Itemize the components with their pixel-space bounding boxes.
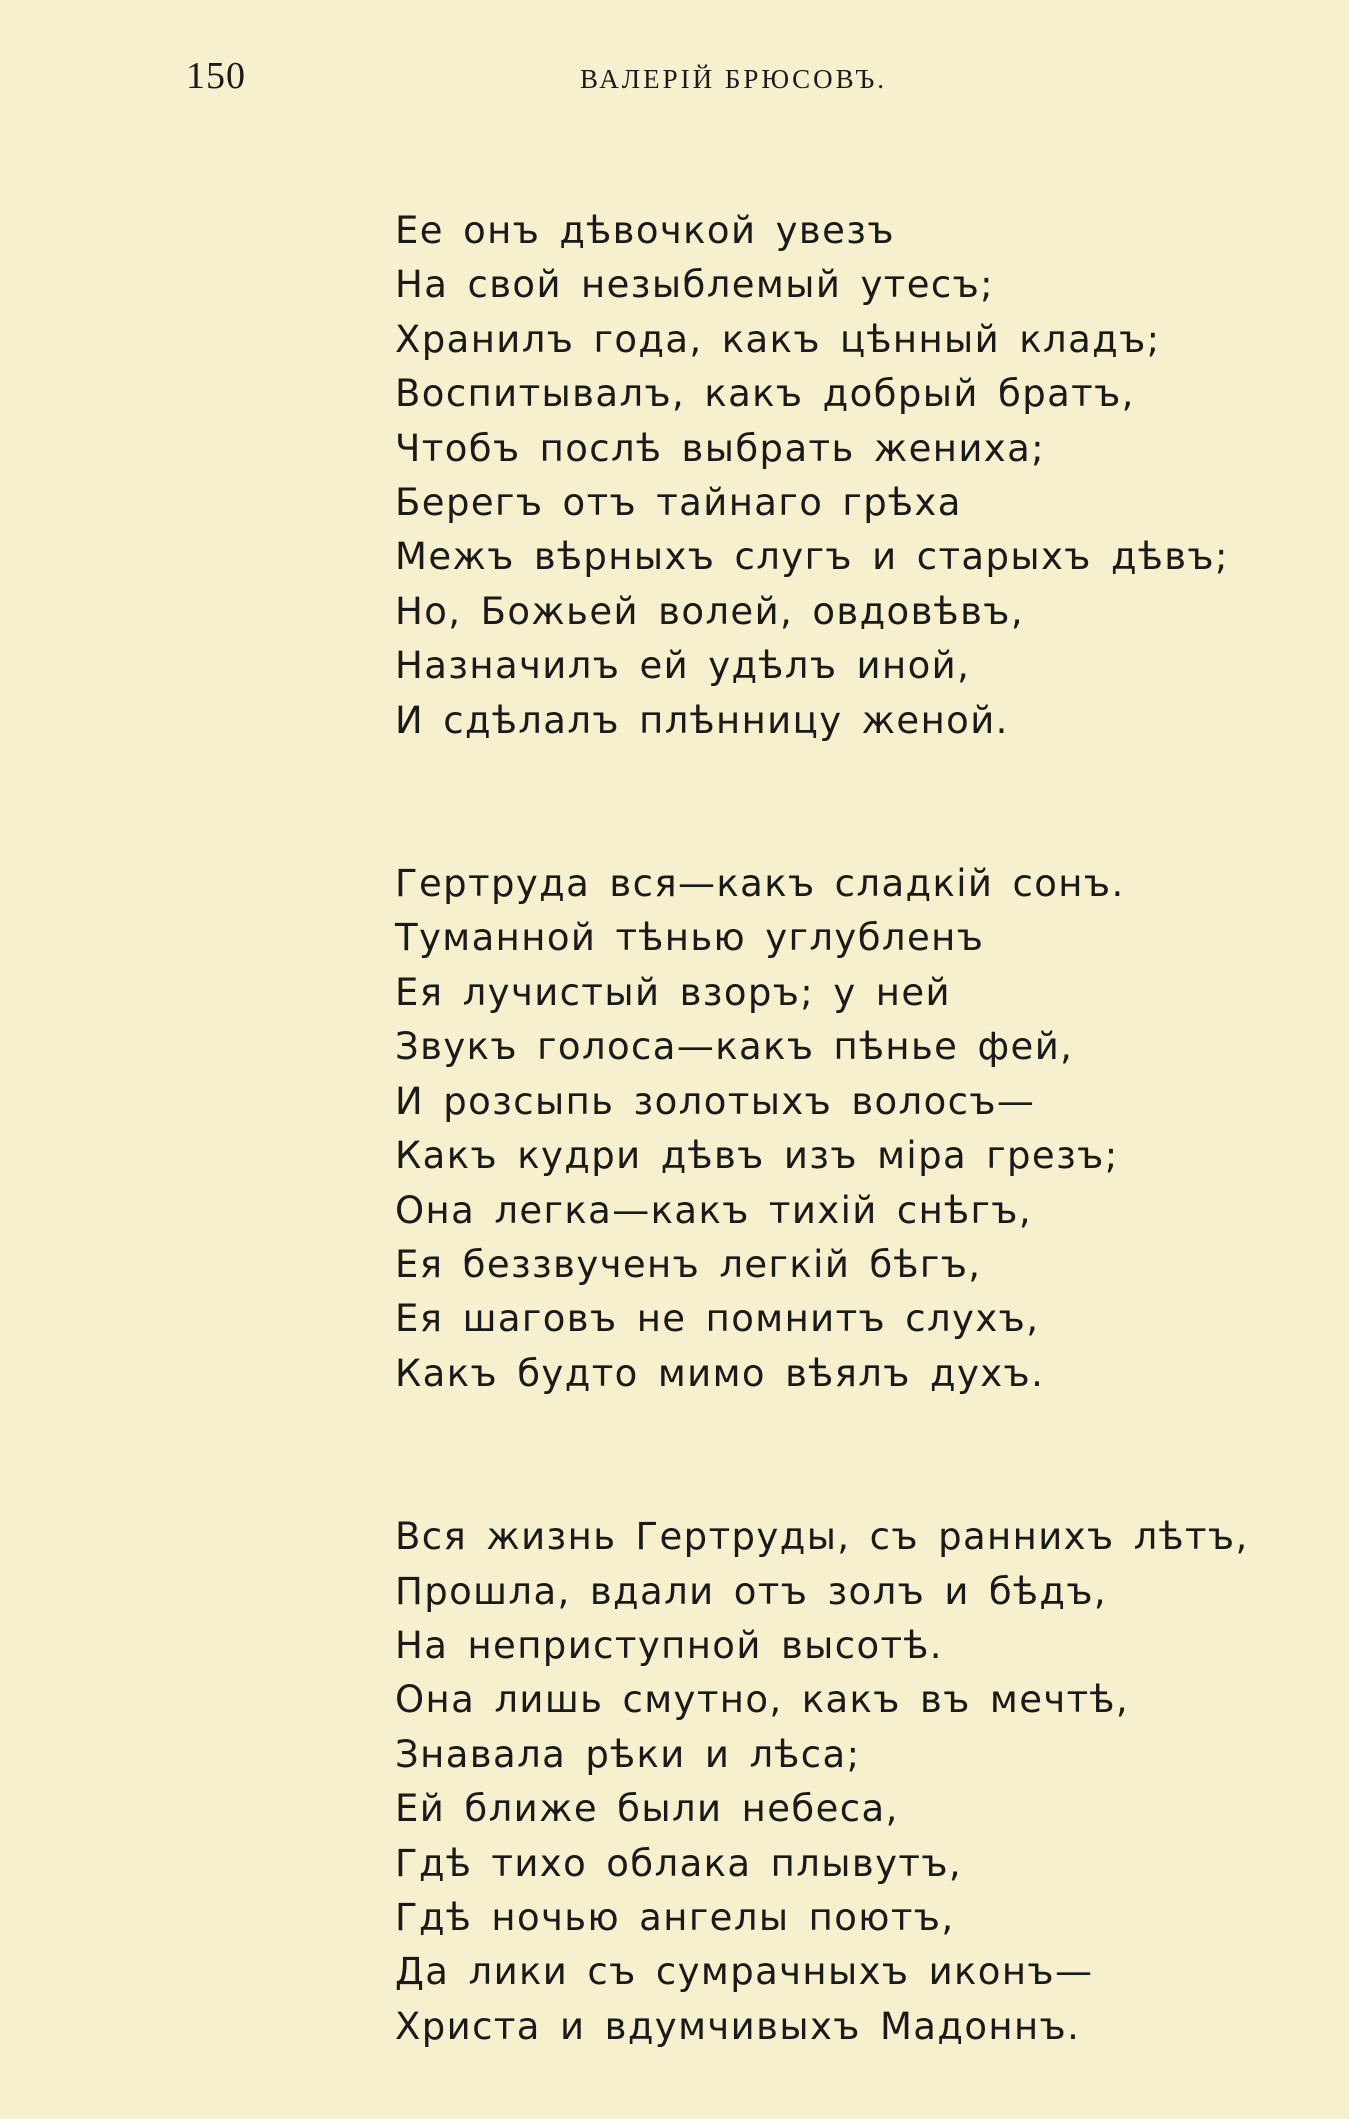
verse-line: Ея шаговъ не помнитъ слухъ, xyxy=(395,1297,1040,1341)
verse-line: Но, Божьей волей, овдовѣвъ, xyxy=(395,589,1024,633)
verse-line: Гертруда вся—какъ сладкій сонъ. xyxy=(395,862,1125,906)
verse-line: Знавала рѣки и лѣса; xyxy=(395,1732,861,1776)
verse-line: Ее онъ дѣвочкой увезъ xyxy=(395,209,895,252)
verse-line: Она лишь смутно, какъ въ мечтѣ, xyxy=(395,1678,1130,1722)
verse-line: Ея лучистый взоръ; у ней xyxy=(395,970,951,1014)
verse-line: Звукъ голоса—какъ пѣнье фей, xyxy=(395,1025,1074,1069)
stanza-3 xyxy=(395,1510,1275,2054)
verse-line: И розсыпь золотыхъ волосъ— xyxy=(395,1079,1036,1123)
page-number: 150 xyxy=(186,55,246,97)
verse-line: Какъ кудри дѣвъ изъ міра грезъ; xyxy=(395,1134,1119,1178)
verse-line: На свой незыблемый утесъ; xyxy=(395,263,995,307)
verse-line: Чтобъ послѣ выбрать жениха; xyxy=(395,426,1046,470)
verse-line: Назначилъ ей удѣлъ иной, xyxy=(395,644,971,688)
verse-line: Христа и вдумчивыхъ Мадоннъ. xyxy=(395,2004,1081,2048)
verse-line: Хранилъ года, какъ цѣнный кладъ; xyxy=(395,317,1161,361)
stanza-1 xyxy=(395,204,1275,748)
verse-line: На неприступной высотѣ. xyxy=(395,1623,943,1667)
running-head: ВАЛЕРІЙ БРЮСОВЪ. xyxy=(580,64,888,94)
stanza-2 xyxy=(395,857,1275,1401)
verse-line: Вся жизнь Гертруды, съ раннихъ лѣтъ, xyxy=(395,1515,1249,1559)
verse-line: Берегъ отъ тайнаго грѣха xyxy=(395,481,962,525)
verse-line: Она легка—какъ тихій снѣгъ, xyxy=(395,1188,1033,1232)
poem xyxy=(395,204,1275,2054)
verse-line: Гдѣ ночью ангелы поютъ, xyxy=(395,1895,955,1939)
verse-line: Туманной тѣнью углубленъ xyxy=(395,916,985,960)
verse-line: Воспитывалъ, какъ добрый братъ, xyxy=(395,372,1135,416)
verse-line: И сдѣлалъ плѣнницу женой. xyxy=(395,698,1009,742)
verse-line: Прошла, вдали отъ золъ и бѣдъ, xyxy=(395,1569,1108,1613)
verse-line: Ея беззвученъ легкій бѣгъ, xyxy=(395,1242,982,1286)
verse-line: Межъ вѣрныхъ слугъ и старыхъ дѣвъ; xyxy=(395,535,1229,579)
verse-line: Ей ближе были небеса, xyxy=(395,1787,899,1831)
verse-line: Какъ будто мимо вѣялъ духъ. xyxy=(395,1351,1045,1395)
verse-line: Гдѣ тихо облака плывутъ, xyxy=(395,1841,963,1885)
verse-line: Да лики съ сумрачныхъ иконъ— xyxy=(395,1950,1094,1994)
